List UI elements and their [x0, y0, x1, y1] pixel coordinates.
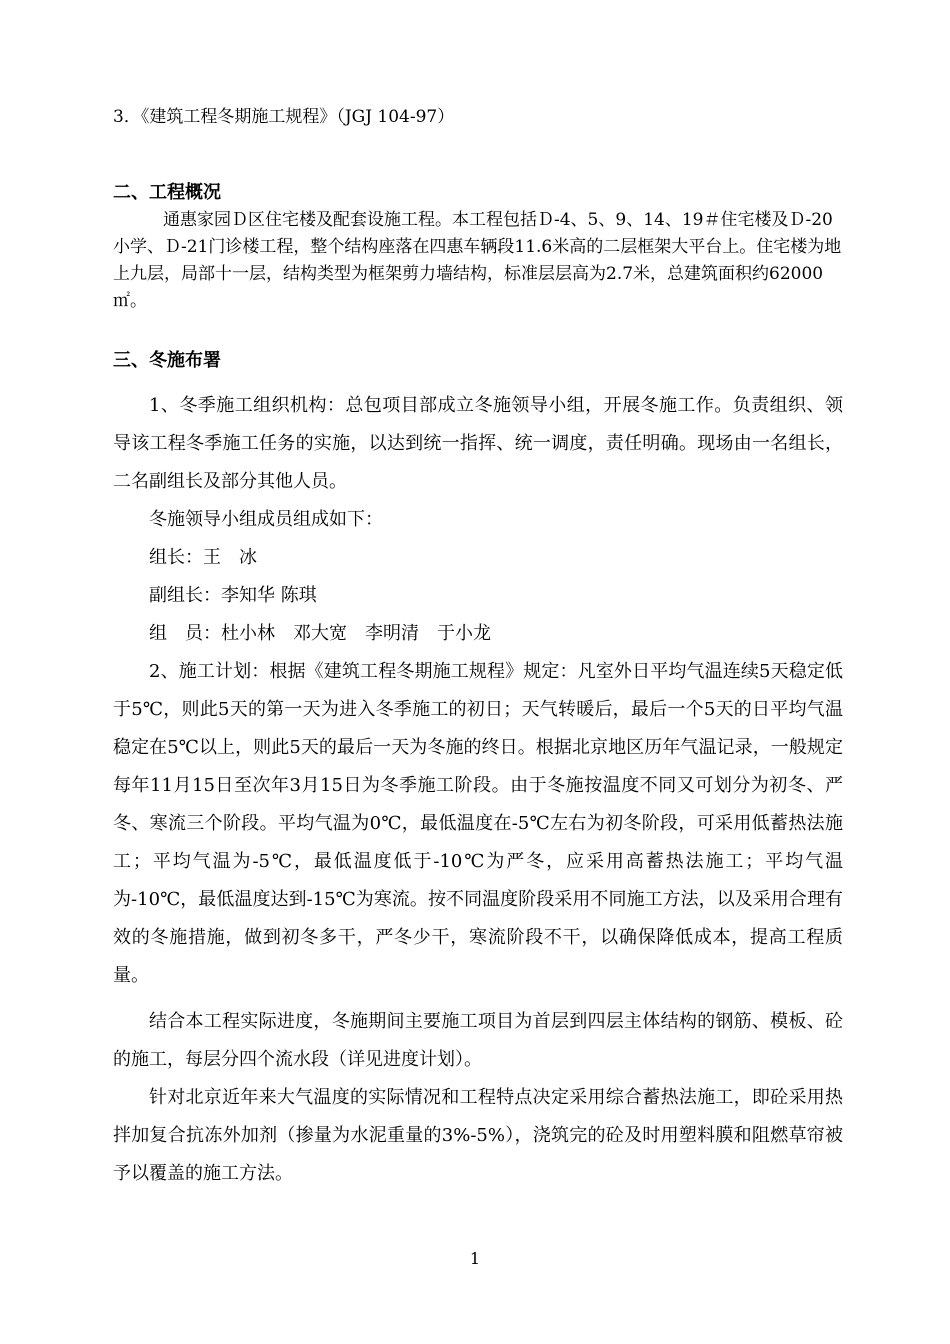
- project-overview-text: 通惠家园Ｄ区住宅楼及配套设施工程。本工程包括Ｄ-4、5、9、14、19＃住宅楼及Ｄ-20小学、Ｄ-21门诊楼工程，整个结构座落在四惠车辆段11.6米高的二层框架大平台上。住宅楼为地上九层，局部十一层，结构类型为框架剪力墙结构，标准层层高为2.7米，总建筑面积约62000㎡。: [113, 210, 842, 311]
- team-members: 组 员：杜小林 邓大宽 李明清 于小龙: [149, 623, 491, 644]
- method-paragraph: 针对北京近年来大气温度的实际情况和工程特点决定采用综合蓄热法施工，即砼采用热拌加复合抗冻外加剂（掺量为水泥重量的3%-5%），浇筑完的砼及时用塑料膜和阻燃草帘被予以覆盖的施工方法。: [113, 1087, 843, 1184]
- reference-item-3: 3．《建筑工程冬期施工规程》（JGJ 104-97）: [113, 107, 455, 127]
- winter-deployment-section: [113, 387, 843, 1193]
- team-leader: 组长：王 冰: [149, 547, 257, 568]
- page-number: 1: [469, 1249, 481, 1268]
- construction-plan-paragraph: 2、施工计划：根据《建筑工程冬期施工规程》规定：凡室外日平均气温连续5天稳定低于5℃，则此5天的第一天为进入冬季施工的初日；天气转暖后，最后一个5天的日平均气温稳定在5℃以上，则此5天的最后一天为冬施的终日。根据北京地区历年气温记录，一般规定每年11月15日至次年3月15日为冬季施工阶段。由于冬施按温度不同又可划分为初冬、严冬、寒流三个阶段。平均气温为0℃，最低温度在-5℃左右为初冬阶段，可采用低蓄热法施工；平均气温为-5℃，最低温度低于-10℃为严冬，应采用高蓄热法施工；平均气温为-10℃，最低温度达到-15℃为寒流。按不同温度阶段采用不同施工方法，以及采用合理有效的冬施措施，做到初冬多干，严冬少干，寒流阶段不干，以确保降低成本，提高工程质量。: [113, 661, 843, 986]
- organization-paragraph: 1、冬季施工组织机构：总包项目部成立冬施领导小组，开展冬施工作。负责组织、领导该工程冬季施工任务的实施，以达到统一指挥、统一调度，责任明确。现场由一名组长，二名副组长及部分其他人员。: [113, 395, 843, 492]
- section-3-heading: 三、冬施布署: [113, 350, 221, 371]
- section-2-heading: 二、工程概况: [113, 182, 221, 203]
- deputy-leaders: 副组长：李知华 陈琪: [149, 585, 317, 606]
- members-intro: 冬施领导小组成员组成如下：: [149, 509, 383, 530]
- progress-paragraph: 结合本工程实际进度，冬施期间主要施工项目为首层到四层主体结构的钢筋、模板、砼的施工，每层分四个流水段（详见进度计划）。: [113, 1011, 843, 1070]
- project-overview: [113, 207, 843, 315]
